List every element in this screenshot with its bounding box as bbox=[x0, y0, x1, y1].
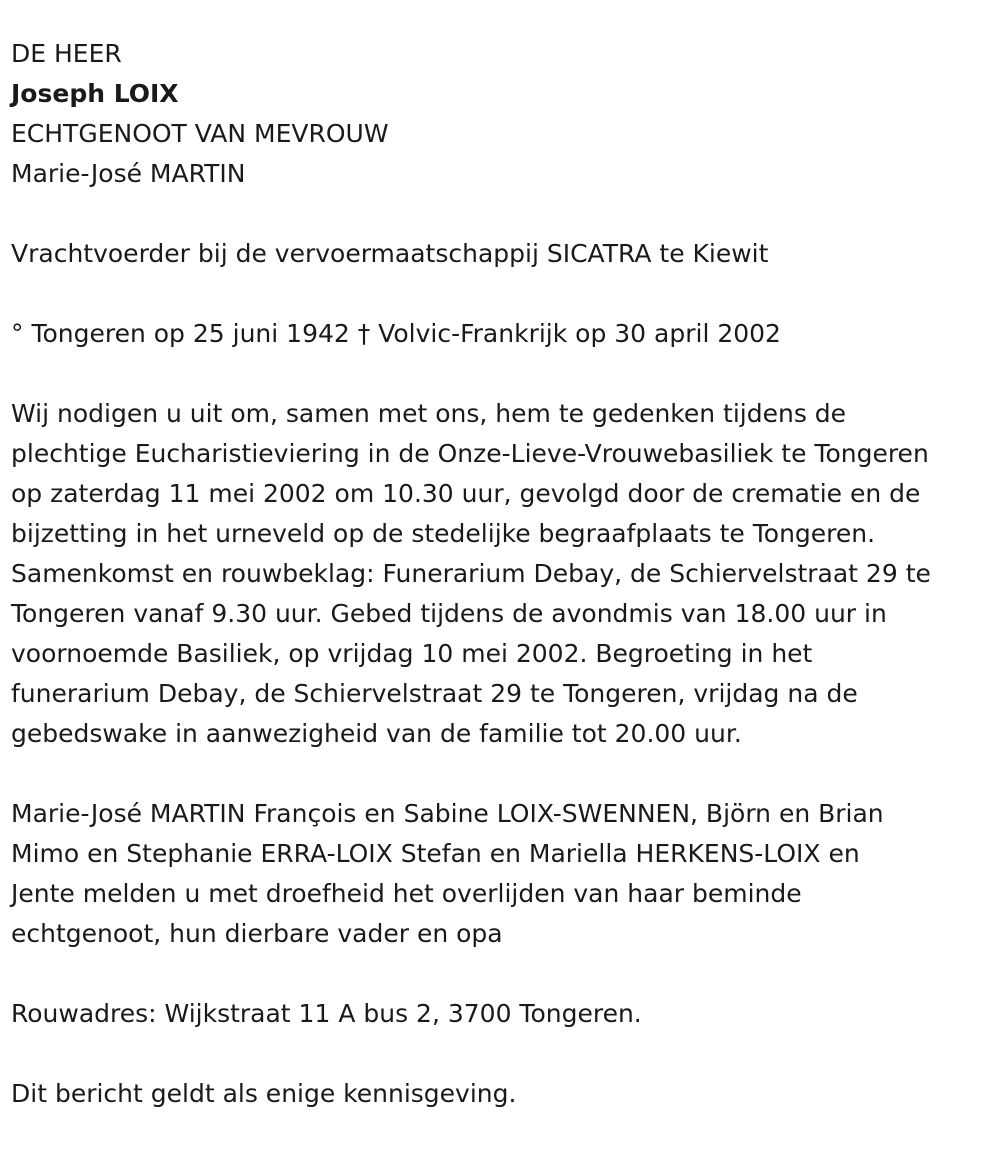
invitation-line: Wij nodigen u uit om, samen met ons, hem te gedenken tijdens de bbox=[11, 399, 847, 428]
salutation: DE HEER bbox=[11, 39, 122, 68]
invitation-line: funerarium Debay, de Schiervelstraat 29 te Tongeren, vrijdag na de bbox=[11, 679, 858, 708]
invitation-line: op zaterdag 11 mei 2002 om 10.30 uur, gevolgd door de crematie en de bbox=[11, 479, 921, 508]
family-line: echtgenoot, hun dierbare vader en opa bbox=[11, 919, 503, 948]
spouse-label: ECHTGENOOT VAN MEVROUW bbox=[11, 119, 389, 148]
spacer bbox=[11, 354, 996, 394]
mourning-address: Rouwadres: Wijkstraat 11 A bus 2, 3700 Tongeren. bbox=[11, 999, 642, 1028]
family-line: Marie-José MARTIN François en Sabine LOIX-SWENNEN, Björn en Brian bbox=[11, 799, 884, 828]
family-line: Mimo en Stephanie ERRA-LOIX Stefan en Mariella HERKENS-LOIX en bbox=[11, 839, 860, 868]
birth-death-dates: ° Tongeren op 25 juni 1942 † Volvic-Frankrijk op 30 april 2002 bbox=[11, 319, 781, 348]
spacer bbox=[11, 1034, 996, 1074]
spouse-name: Marie-José MARTIN bbox=[11, 159, 246, 188]
spacer bbox=[11, 194, 996, 234]
invitation-line: Tongeren vanaf 9.30 uur. Gebed tijdens de avondmis van 18.00 uur in bbox=[11, 599, 887, 628]
closing-note: Dit bericht geldt als enige kennisgeving. bbox=[11, 1079, 517, 1108]
invitation-line: gebedswake in aanwezigheid van de familie tot 20.00 uur. bbox=[11, 719, 742, 748]
invitation-line: bijzetting in het urneveld op de stedelijke begraafplaats te Tongeren. bbox=[11, 519, 876, 548]
family-line: Jente melden u met droefheid het overlijden van haar beminde bbox=[11, 879, 802, 908]
spacer bbox=[11, 954, 996, 994]
spacer bbox=[11, 274, 996, 314]
deceased-name: Joseph LOIX bbox=[11, 79, 179, 108]
spacer bbox=[11, 754, 996, 794]
invitation-paragraph bbox=[11, 394, 996, 754]
invitation-line: voornoemde Basiliek, op vrijdag 10 mei 2002. Begroeting in het bbox=[11, 639, 813, 668]
occupation: Vrachtvoerder bij de vervoermaatschappij SICATRA te Kiewit bbox=[11, 239, 769, 268]
invitation-line: Samenkomst en rouwbeklag: Funerarium Debay, de Schiervelstraat 29 te bbox=[11, 559, 931, 588]
family-paragraph bbox=[11, 794, 996, 954]
invitation-line: plechtige Eucharistieviering in de Onze-Lieve-Vrouwebasiliek te Tongeren bbox=[11, 439, 929, 468]
death-notice bbox=[11, 34, 996, 1114]
